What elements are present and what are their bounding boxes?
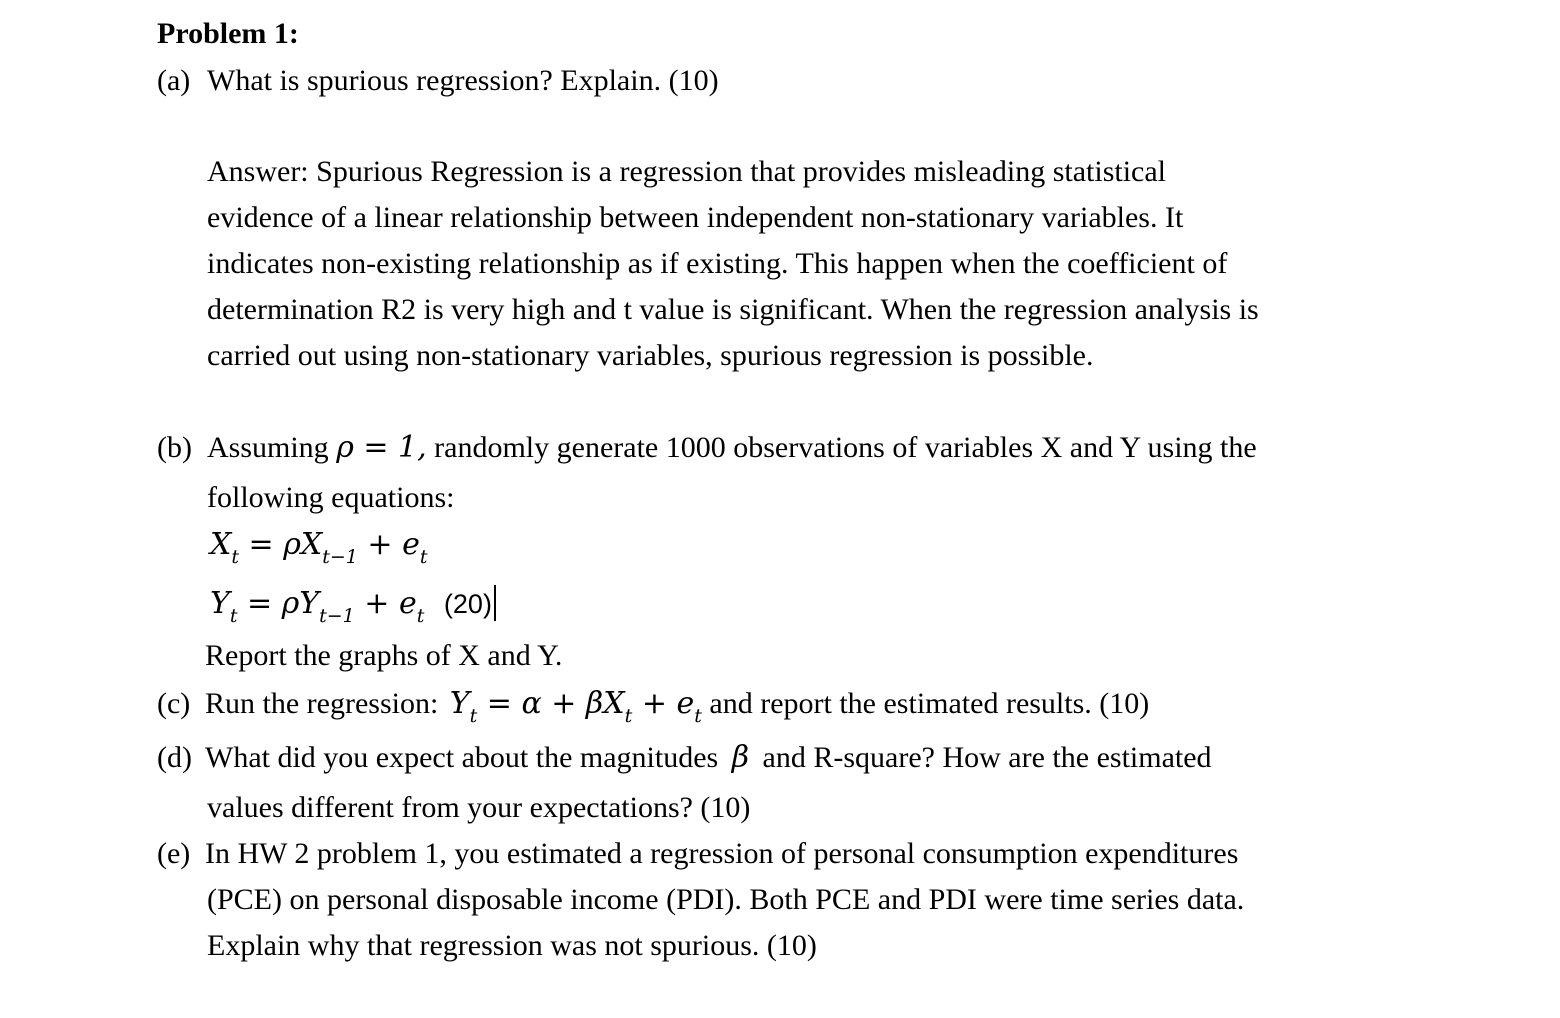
part-b-line-1 xyxy=(207,431,1257,465)
rho-equation: ρ = 1, xyxy=(336,430,427,465)
part-a-answer-line-2: evidence of a linear relationship between independent non-stationary variables. It xyxy=(207,201,1184,234)
part-b-line-2: following equations: xyxy=(207,481,455,514)
part-a-answer-line-3: indicates non-existing relationship as if existing. This happen when the coefficient of xyxy=(207,247,1228,280)
part-c-pre: Run the regression: xyxy=(205,687,439,720)
part-b-report-line: Report the graphs of X and Y. xyxy=(205,639,563,672)
part-c-line xyxy=(205,686,1150,727)
beta-symbol: β xyxy=(731,740,750,775)
part-d-line-1-post: and R-square? How are the estimated xyxy=(762,741,1212,774)
text-cursor xyxy=(494,585,496,621)
part-e-line-3: Explain why that regression was not spurious. (10) xyxy=(207,929,817,962)
equation-x xyxy=(210,527,428,568)
eq-y-lhs-sub: t xyxy=(229,605,238,627)
part-a-answer-line-1: Answer: Spurious Regression is a regression that provides misleading statistical xyxy=(207,155,1167,188)
part-d-line-2: values different from your expectations? (10) xyxy=(207,791,751,824)
eq-y-tail: + e xyxy=(354,586,417,621)
part-e-marker: (e) xyxy=(157,837,191,870)
reg-eq-tail-sub: t xyxy=(694,705,702,727)
eq-y-points: (20) xyxy=(443,589,492,619)
part-d-marker: (d) xyxy=(157,741,192,774)
eq-x-tail-sub: t xyxy=(419,546,428,568)
part-c-post: and report the estimated results. (10) xyxy=(709,687,1150,720)
part-d-line-1-pre: What did you expect about the magnitudes xyxy=(205,741,719,774)
part-a-marker: (a) xyxy=(157,64,191,97)
reg-eq-mid: = α + βX xyxy=(477,686,625,721)
part-e-line-2: (PCE) on personal disposable income (PDI). Both PCE and PDI were time series data. xyxy=(207,883,1245,916)
reg-eq-mid-sub: t xyxy=(624,705,633,727)
problem-title: Problem 1: xyxy=(157,17,299,50)
part-c-marker: (c) xyxy=(157,687,191,720)
eq-y-mid: = ρY xyxy=(237,586,320,621)
part-e-line-1: In HW 2 problem 1, you estimated a regression of personal consumption expenditures xyxy=(205,837,1239,870)
part-b-line-1-post: randomly generate 1000 observations of variables X and Y using the xyxy=(434,431,1257,464)
eq-x-lhs: X xyxy=(210,527,232,562)
regression-equation xyxy=(449,686,702,727)
eq-y-tail-sub: t xyxy=(416,605,425,627)
part-d-line-1 xyxy=(205,741,1212,775)
reg-eq-lhs-sub: t xyxy=(469,705,478,727)
part-a-answer-line-4: determination R2 is very high and t value is significant. When the regression analysis is xyxy=(207,293,1259,326)
part-b-line-1-pre: Assuming xyxy=(207,431,329,464)
equation-y xyxy=(210,585,496,627)
reg-eq-tail: + e xyxy=(632,686,695,721)
eq-x-lhs-sub: t xyxy=(231,546,239,568)
reg-eq-lhs: Y xyxy=(449,686,470,721)
part-a-answer-line-5: carried out using non-stationary variables, spurious regression is possible. xyxy=(207,339,1094,372)
eq-y-lhs: Y xyxy=(210,586,230,621)
eq-x-mid: = ρX xyxy=(239,527,323,562)
eq-y-mid-sub: t−1 xyxy=(319,605,355,627)
eq-x-mid-sub: t−1 xyxy=(322,546,358,568)
part-b-marker: (b) xyxy=(157,431,192,464)
part-a-question: What is spurious regression? Explain. (10) xyxy=(207,64,719,97)
eq-x-tail: + e xyxy=(357,527,420,562)
